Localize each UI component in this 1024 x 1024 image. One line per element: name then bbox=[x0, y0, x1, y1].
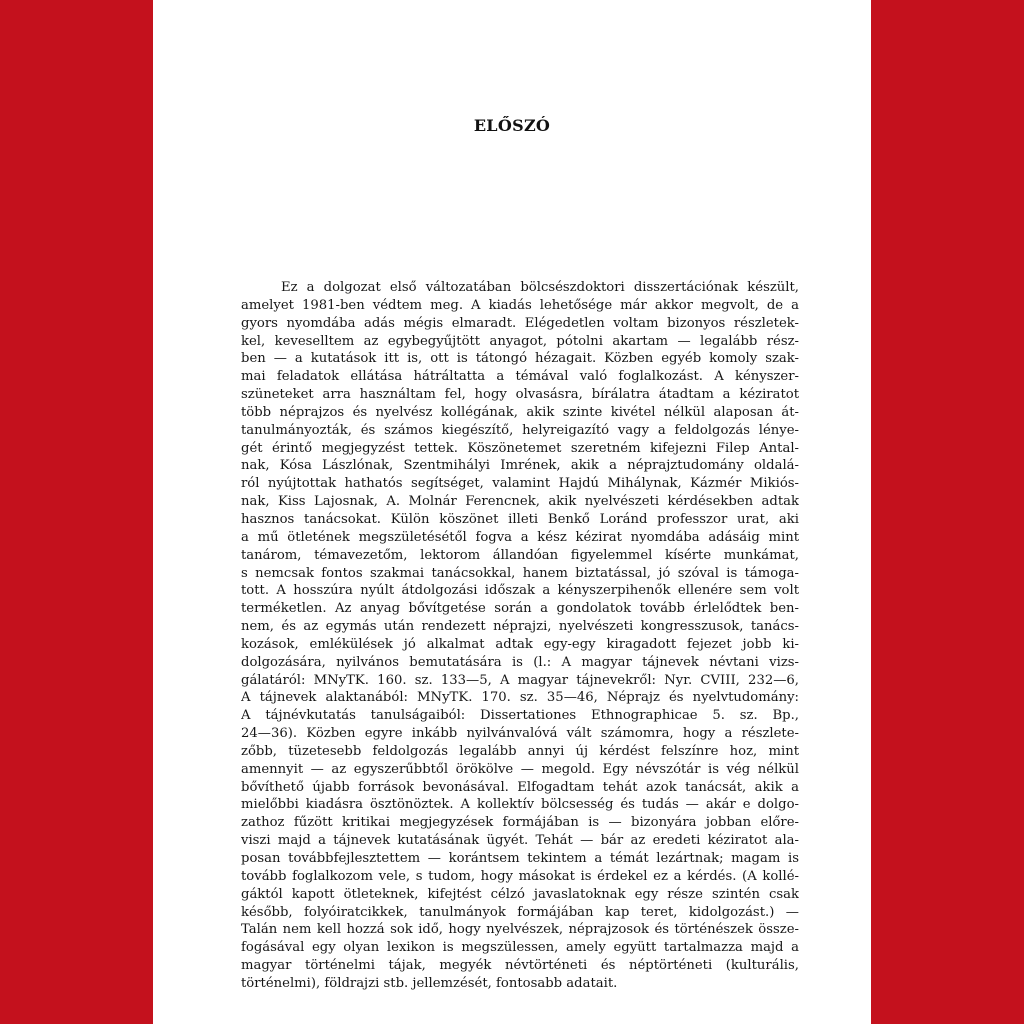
text-line: a mű ötletének megszületésétől fogva a kész kézirat nyomdába adásáig mint bbox=[241, 529, 799, 545]
text-line: később, folyóiratcikkek, tanulmányok formájában kap teret, kidolgozást.) — bbox=[241, 904, 799, 920]
text-line: szüneteket arra használtam fel, hogy olvasásra, bírálatra átadtam a kéziratot bbox=[241, 387, 799, 403]
text-line: tanárom, témavezetőm, lektorom állandóan figyelemmel kísérte munkámat, bbox=[241, 547, 799, 563]
text-line: terméketlen. Az anyag bővítgetése során a gondolatok tovább érlelődtek ben- bbox=[241, 601, 799, 617]
text-line: posan továbbfejlesztettem — korántsem tekintem a témát lezártnak; magam is bbox=[241, 851, 799, 866]
text-line: Talán nem kell hozzá sok idő, hogy nyelvészek, néprajzosok és történészek össze- bbox=[241, 922, 799, 938]
text-line: gáktól kapott ötleteknek, kifejtést célzó javaslatoknak egy része szintén csak bbox=[241, 886, 799, 902]
text-line: amennyit — az egyszerűbbtől örökölve — megold. Egy névszótár is vég nélkül bbox=[241, 761, 799, 777]
text-line: amelyet 1981-ben védtem meg. A kiadás lehetősége már akkor megvolt, de a bbox=[241, 297, 799, 313]
text-line: tanulmányozták, és számos kiegészítő, helyreigazító vagy a feldolgozás lénye- bbox=[241, 422, 799, 438]
text-line: A tájnévkutatás tanulságaiból: Dissertationes Ethnographicae 5. sz. Bp., bbox=[241, 708, 799, 724]
text-line: ról nyújtottak hathatós segítséget, valamint Hajdú Mihálynak, Kázmér Mikiós- bbox=[241, 476, 799, 492]
text-line: kel, keveselltem az egybegyűjtött anyagot, pótolni akartam — legalább rész- bbox=[241, 333, 799, 349]
text-line: 24—36). Közben egyre inkább nyilvánvalóvá vált számomra, hogy a részlete- bbox=[241, 726, 799, 742]
text-line: magyar történelmi tájak, megyék névtörténeti és néptörténeti (kulturális, bbox=[241, 958, 799, 974]
text-line: tovább foglalkozom vele, s tudom, hogy másokat is érdekel ez a kérdés. (A kollé- bbox=[241, 868, 799, 884]
text-line: történelmi), földrajzi stb. jellemzését, fontosabb adatait. bbox=[241, 975, 618, 991]
text-line: gét érintő megjegyzést tettek. Köszönetemet szeretném kifejezni Filep Antal- bbox=[241, 440, 799, 456]
text-line: A tájnevek alaktanából: MNyTK. 170. sz. 35—46, Néprajz és nyelvtudomány: bbox=[241, 690, 799, 706]
text-line: bővíthető újabb források bevonásával. Elfogadtam tehát azok tanácsát, akik a bbox=[241, 779, 799, 795]
foreword-text bbox=[241, 279, 799, 993]
text-line: gyors nyomdába adás mégis elmaradt. Elégedetlen voltam bizonyos részletek- bbox=[241, 315, 799, 331]
text-line: dolgozására, nyilvános bemutatására is (l.: A magyar tájnevek névtani vizs- bbox=[241, 654, 799, 670]
page-title: ELŐSZÓ bbox=[473, 116, 551, 135]
text-line: tott. A hosszúra nyúlt átdolgozási időszak a kényszerpihenők ellenére sem volt bbox=[241, 583, 799, 599]
text-line: hasznos tanácsokat. Külön köszönet illeti Benkő Loránd professzor urat, aki bbox=[241, 511, 799, 527]
text-line: több néprajzos és nyelvész kollégának, akik szinte kivétel nélkül alaposan át- bbox=[241, 404, 799, 420]
text-line: gálatáról: MNyTK. 160. sz. 133—5, A magyar tájnevekről: Nyr. CVIII, 232—6, bbox=[241, 672, 799, 688]
text-line: viszi majd a tájnevek kutatásának ügyét. Tehát — bár az eredeti kéziratot ala- bbox=[241, 833, 799, 849]
text-line: mielőbbi kiadásra ösztönöztek. A kollektív bölcsesség és tudás — akár e dolgo- bbox=[241, 797, 799, 813]
text-line: zőbb, tüzetesebb feldolgozás legalább annyi új kérdést felszínre hoz, mint bbox=[241, 743, 799, 759]
text-line: Ez a dolgozat első változatában bölcsészdoktori disszertációnak készült, bbox=[281, 280, 799, 295]
text-line: nem, és az egymás után rendezett néprajzi, nyelvészeti kongresszusok, tanács- bbox=[241, 619, 799, 635]
text-line: zathoz fűzött kritikai megjegyzések formájában is — bizonyára jobban előre- bbox=[241, 815, 799, 831]
text-line: nak, Kósa Lászlónak, Szentmihályi Imrének, akik a néprajztudomány oldalá- bbox=[241, 458, 799, 474]
text-line: mai feladatok ellátása hátráltatta a témával való foglalkozást. A kényszer- bbox=[241, 369, 799, 385]
text-line: nak, Kiss Lajosnak, A. Molnár Ferencnek, akik nyelvészeti kérdésekben adtak bbox=[241, 494, 799, 510]
text-line: kozások, emlékülések jó alkalmat adtak egy-egy kiragadott fejezet jobb ki- bbox=[241, 636, 799, 652]
book-page bbox=[153, 0, 871, 1024]
text-line: fogásával egy olyan lexikon is megszülessen, amely együtt tartalmazza majd a bbox=[241, 940, 799, 956]
text-line: s nemcsak fontos szakmai tanácsokkal, hanem biztatással, jó szóval is támoga- bbox=[241, 565, 799, 581]
text-line: ben — a kutatások itt is, ott is tátongó hézagait. Közben egyéb komoly szak- bbox=[241, 351, 799, 367]
